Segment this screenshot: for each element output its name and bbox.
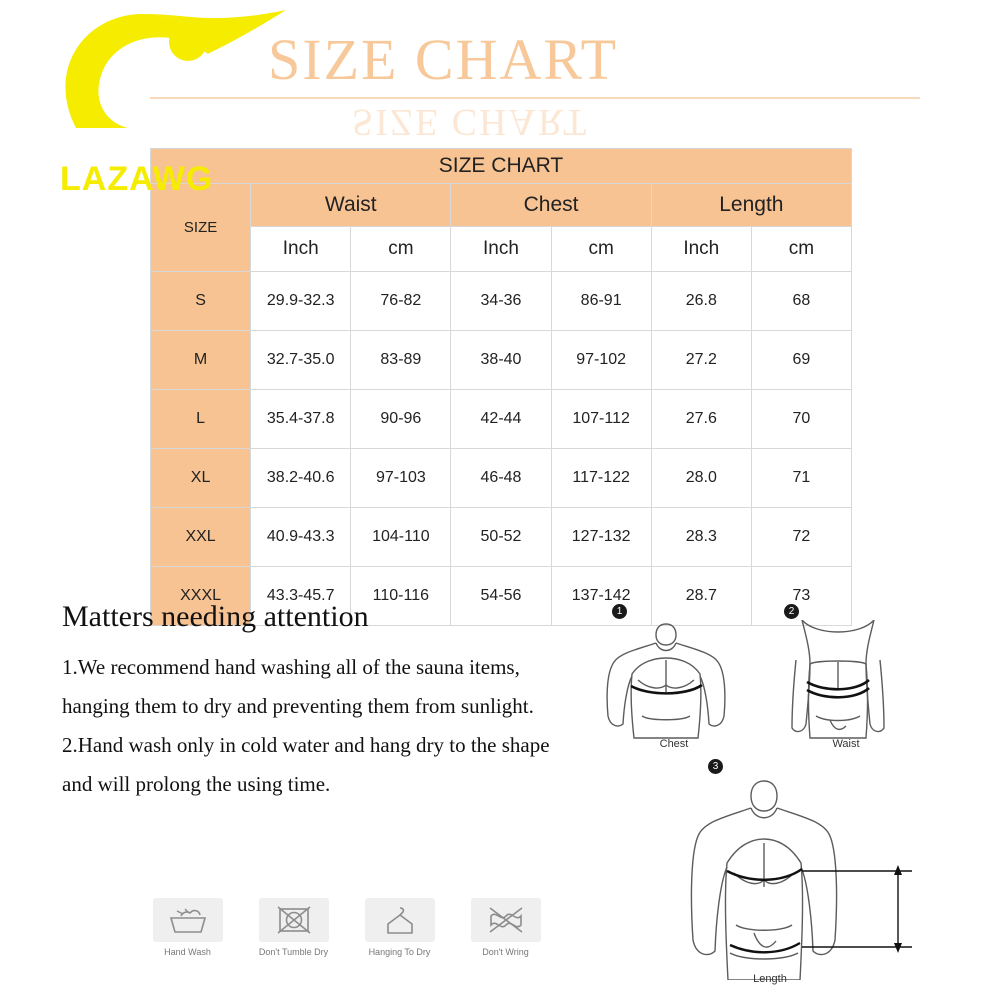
table-row — [151, 331, 852, 390]
cell-length-cm: 70 — [751, 390, 851, 449]
cell-length-inch: 27.2 — [651, 331, 751, 390]
no-tumble-dry-icon — [259, 898, 329, 942]
unit-header-waist-cm: cm — [351, 227, 451, 272]
size-label: XXXL — [151, 567, 251, 626]
header-divider — [150, 97, 920, 99]
attention-notes — [62, 600, 582, 803]
figure-caption: Length — [753, 973, 787, 985]
torso-waist-measure-icon — [766, 620, 926, 740]
cell-chest-inch: 42-44 — [451, 390, 551, 449]
torso-length-measure-icon — [690, 775, 940, 980]
unit-header-waist-inch: Inch — [251, 227, 351, 272]
notes-line-1: 1.We recommend hand washing all of the sauna items, hanging them to dry and preventing them from sunlight. — [62, 655, 534, 718]
column-group-waist: Waist — [251, 184, 451, 227]
do-not-wring-icon — [471, 898, 541, 942]
care-item-do-not-wring — [468, 898, 543, 957]
unit-header-length-cm: cm — [751, 227, 851, 272]
care-instruction-icons — [150, 898, 543, 957]
cell-length-inch: 28.0 — [651, 449, 751, 508]
size-label: XL — [151, 449, 251, 508]
figure-length — [690, 761, 940, 985]
page-header — [0, 0, 1000, 198]
size-label: S — [151, 272, 251, 331]
table-unit-header-row — [151, 227, 852, 272]
page-title-reflection: SIZE CHART — [352, 101, 589, 143]
cell-chest-cm: 97-102 — [551, 331, 651, 390]
size-label: L — [151, 390, 251, 449]
cell-waist-inch: 32.7-35.0 — [251, 331, 351, 390]
column-group-chest: Chest — [451, 184, 651, 227]
figure-chest — [594, 606, 754, 750]
figure-caption: Chest — [659, 738, 689, 750]
cell-chest-cm: 137-142 — [551, 567, 651, 626]
figure-waist — [766, 606, 926, 750]
notes-heading: Matters needing attention — [62, 600, 369, 633]
table-row — [151, 508, 852, 567]
cell-length-cm: 68 — [751, 272, 851, 331]
notes-line-2: 2.Hand wash only in cold water and hang dry to the shape and will prolong the using time. — [62, 732, 550, 796]
cell-waist-inch: 40.9-43.3 — [251, 508, 351, 567]
cell-length-cm: 73 — [751, 567, 851, 626]
cell-length-cm: 69 — [751, 331, 851, 390]
column-group-length: Length — [651, 184, 851, 227]
cell-chest-cm: 107-112 — [551, 390, 651, 449]
cell-waist-inch: 29.9-32.3 — [251, 272, 351, 331]
cell-waist-cm: 90-96 — [351, 390, 451, 449]
size-label: XXL — [151, 508, 251, 567]
brand-name: LAZAWG — [60, 160, 214, 198]
care-item-hanging-to-dry — [362, 898, 437, 957]
care-label: Hand Wash — [164, 947, 211, 957]
size-chart-table-wrapper — [150, 148, 852, 626]
table-row — [151, 272, 852, 331]
cell-waist-cm: 83-89 — [351, 331, 451, 390]
cell-length-inch: 27.6 — [651, 390, 751, 449]
table-row — [151, 390, 852, 449]
cell-length-inch: 26.8 — [651, 272, 751, 331]
swoosh-logo-icon — [56, 10, 286, 140]
cell-waist-cm: 76-82 — [351, 272, 451, 331]
cell-chest-inch: 50-52 — [451, 508, 551, 567]
cell-waist-inch: 35.4-37.8 — [251, 390, 351, 449]
table-title-row — [151, 149, 852, 184]
cell-chest-inch: 34-36 — [451, 272, 551, 331]
figure-number: 2 — [784, 604, 799, 619]
size-chart-table — [150, 148, 852, 626]
care-label: Don't Wring — [482, 947, 529, 957]
figure-caption: Waist — [832, 738, 860, 750]
cell-chest-inch: 54-56 — [451, 567, 551, 626]
column-header-size: SIZE — [151, 184, 251, 272]
table-group-header-row — [151, 184, 852, 227]
care-item-no-tumble-dry — [256, 898, 331, 957]
cell-chest-cm: 117-122 — [551, 449, 651, 508]
cell-waist-cm: 104-110 — [351, 508, 451, 567]
table-row — [151, 449, 852, 508]
unit-header-chest-cm: cm — [551, 227, 651, 272]
cell-length-inch: 28.3 — [651, 508, 751, 567]
cell-chest-cm: 127-132 — [551, 508, 651, 567]
cell-length-inch: 28.7 — [651, 567, 751, 626]
hanging-to-dry-icon — [365, 898, 435, 942]
cell-chest-cm: 86-91 — [551, 272, 651, 331]
cell-waist-cm: 110-116 — [351, 567, 451, 626]
table-title: SIZE CHART — [151, 149, 852, 184]
unit-header-length-inch: Inch — [651, 227, 751, 272]
cell-waist-inch: 43.3-45.7 — [251, 567, 351, 626]
care-label: Don't Tumble Dry — [258, 947, 329, 957]
figure-number: 1 — [612, 604, 627, 619]
cell-waist-cm: 97-103 — [351, 449, 451, 508]
unit-header-chest-inch: Inch — [451, 227, 551, 272]
cell-length-cm: 71 — [751, 449, 851, 508]
care-item-hand-wash — [150, 898, 225, 957]
torso-chest-measure-icon — [594, 620, 754, 740]
page-title: SIZE CHART — [268, 27, 619, 92]
care-label: Hanging To Dry — [368, 947, 431, 957]
figure-number: 3 — [708, 759, 723, 774]
cell-chest-inch: 38-40 — [451, 331, 551, 390]
cell-waist-inch: 38.2-40.6 — [251, 449, 351, 508]
cell-chest-inch: 46-48 — [451, 449, 551, 508]
hand-wash-icon — [153, 898, 223, 942]
size-label: M — [151, 331, 251, 390]
cell-length-cm: 72 — [751, 508, 851, 567]
